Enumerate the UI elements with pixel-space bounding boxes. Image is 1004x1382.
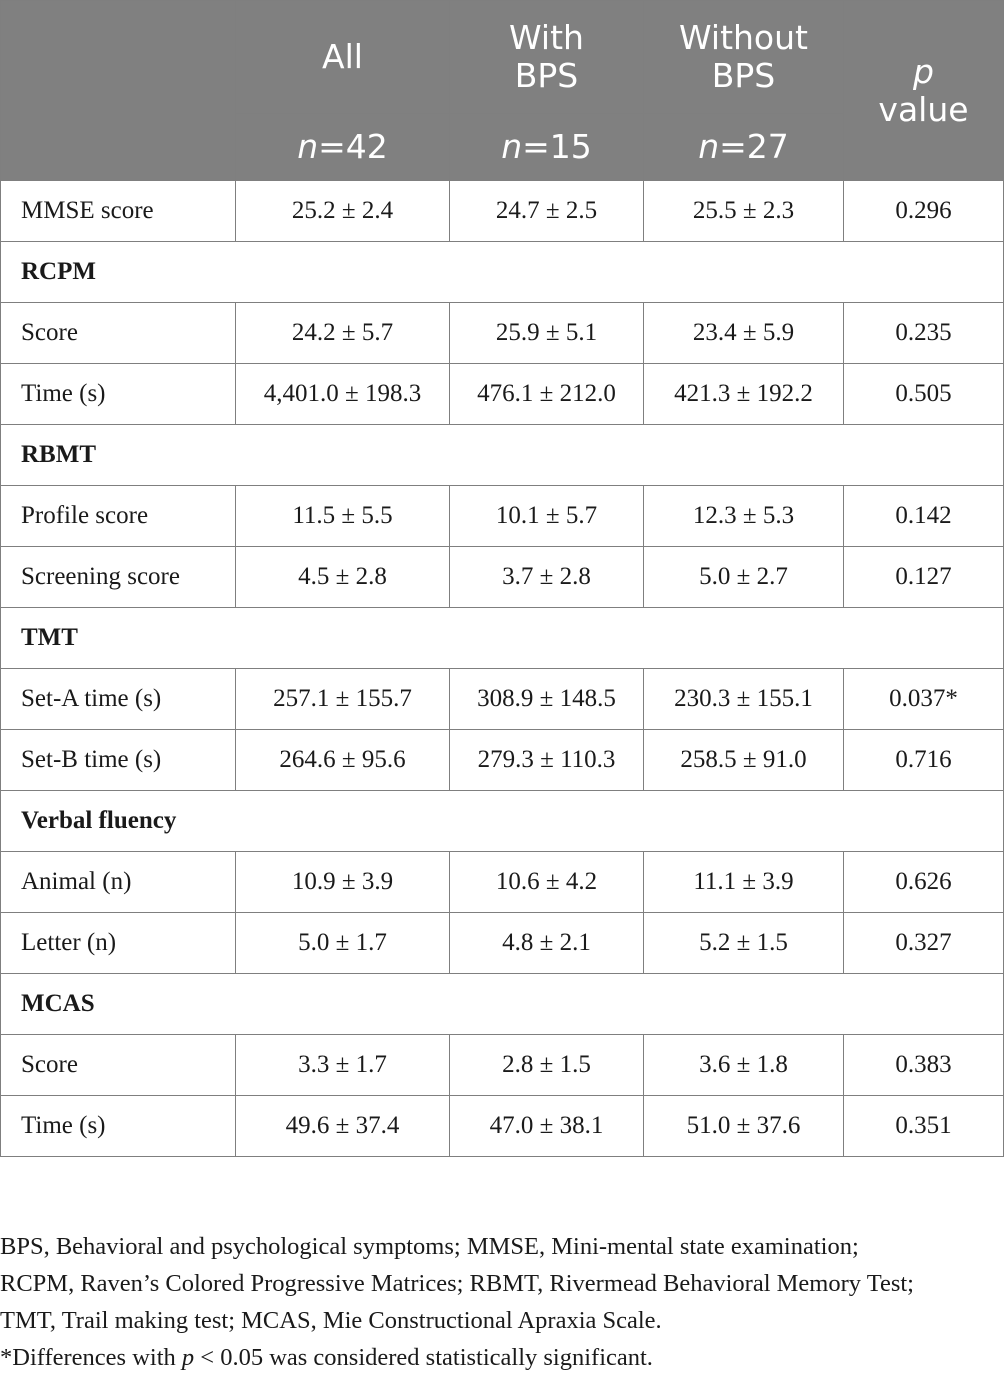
cell-all: 25.2 ± 2.4 (236, 181, 450, 242)
row-label: Set-A time (s) (1, 669, 236, 730)
cell-with-bps: 10.6 ± 4.2 (450, 852, 644, 913)
cell-all: 5.0 ± 1.7 (236, 913, 450, 974)
cell-with-bps: 4.8 ± 2.1 (450, 913, 644, 974)
row-label: Time (s) (1, 1096, 236, 1157)
cell-without-bps: 5.0 ± 2.7 (644, 547, 844, 608)
cell-with-bps: 279.3 ± 110.3 (450, 730, 644, 791)
section-row (1, 425, 1004, 486)
cell-all: 11.5 ± 5.5 (236, 486, 450, 547)
row-label: Score (1, 303, 236, 364)
cell-without-bps: 230.3 ± 155.1 (644, 669, 844, 730)
footnote-significance: *Differences with p < 0.05 was considered statistically significant. (0, 1344, 653, 1371)
cell-without-bps: 12.3 ± 5.3 (644, 486, 844, 547)
section-row (1, 791, 1004, 852)
cell-without-bps: 421.3 ± 192.2 (644, 364, 844, 425)
table-row (1, 364, 1004, 425)
cell-with-bps: 24.7 ± 2.5 (450, 181, 644, 242)
cell-p-value: 0.716 (844, 730, 1004, 791)
section-row (1, 608, 1004, 669)
cell-with-bps: 47.0 ± 38.1 (450, 1096, 644, 1157)
table-row (1, 303, 1004, 364)
header-with-bps: With BPS (450, 1, 644, 114)
cell-p-value: 0.142 (844, 486, 1004, 547)
section-label: MCAS (1, 974, 1004, 1035)
section-label: Verbal fluency (1, 791, 1004, 852)
row-label: Time (s) (1, 364, 236, 425)
cell-without-bps: 11.1 ± 3.9 (644, 852, 844, 913)
table-row (1, 1096, 1004, 1157)
cell-p-value: 0.235 (844, 303, 1004, 364)
cell-p-value: 0.037* (844, 669, 1004, 730)
cell-all: 10.9 ± 3.9 (236, 852, 450, 913)
table-row (1, 1035, 1004, 1096)
header-n-without: n=27 (644, 114, 844, 181)
header-n-with: n=15 (450, 114, 644, 181)
header-blank-cell (1, 1, 236, 181)
table-row (1, 669, 1004, 730)
header-without-bps: Without BPS (644, 1, 844, 114)
section-row (1, 242, 1004, 303)
row-label: MMSE score (1, 181, 236, 242)
cell-all: 257.1 ± 155.7 (236, 669, 450, 730)
row-label: Set-B time (s) (1, 730, 236, 791)
cell-all: 264.6 ± 95.6 (236, 730, 450, 791)
cell-with-bps: 476.1 ± 212.0 (450, 364, 644, 425)
cell-all: 3.3 ± 1.7 (236, 1035, 450, 1096)
cell-with-bps: 10.1 ± 5.7 (450, 486, 644, 547)
header-all: All (236, 1, 450, 114)
row-label: Letter (n) (1, 913, 236, 974)
footnote-abbreviations-line-3: TMT, Trail making test; MCAS, Mie Constructional Apraxia Scale. (0, 1307, 662, 1334)
cell-p-value: 0.626 (844, 852, 1004, 913)
cell-with-bps: 2.8 ± 1.5 (450, 1035, 644, 1096)
footnote-abbreviations-line-1: BPS, Behavioral and psychological symptoms; MMSE, Mini-mental state examination; (0, 1233, 859, 1260)
section-label: RCPM (1, 242, 1004, 303)
row-label: Score (1, 1035, 236, 1096)
cell-all: 24.2 ± 5.7 (236, 303, 450, 364)
footnote-abbreviations-line-2: RCPM, Raven’s Colored Progressive Matrices; RBMT, Rivermead Behavioral Memory Test; (0, 1270, 914, 1297)
cell-p-value: 0.505 (844, 364, 1004, 425)
row-label: Animal (n) (1, 852, 236, 913)
row-label: Screening score (1, 547, 236, 608)
cell-with-bps: 25.9 ± 5.1 (450, 303, 644, 364)
row-label: Profile score (1, 486, 236, 547)
table-row (1, 547, 1004, 608)
table-row (1, 486, 1004, 547)
cell-p-value: 0.351 (844, 1096, 1004, 1157)
cell-p-value: 0.127 (844, 547, 1004, 608)
cell-p-value: 0.327 (844, 913, 1004, 974)
cell-all: 4.5 ± 2.8 (236, 547, 450, 608)
cell-p-value: 0.383 (844, 1035, 1004, 1096)
section-row (1, 974, 1004, 1035)
cell-all: 4,401.0 ± 198.3 (236, 364, 450, 425)
cell-all: 49.6 ± 37.4 (236, 1096, 450, 1157)
table-footnote (0, 1228, 1000, 1376)
cell-without-bps: 23.4 ± 5.9 (644, 303, 844, 364)
table-header (1, 1, 1004, 181)
cell-without-bps: 51.0 ± 37.6 (644, 1096, 844, 1157)
cell-with-bps: 3.7 ± 2.8 (450, 547, 644, 608)
table-row (1, 181, 1004, 242)
table-row (1, 730, 1004, 791)
table-row (1, 852, 1004, 913)
cell-without-bps: 258.5 ± 91.0 (644, 730, 844, 791)
cell-without-bps: 5.2 ± 1.5 (644, 913, 844, 974)
cell-with-bps: 308.9 ± 148.5 (450, 669, 644, 730)
header-p-value: p value (844, 1, 1004, 181)
header-n-all: n=42 (236, 114, 450, 181)
table-row (1, 913, 1004, 974)
section-label: TMT (1, 608, 1004, 669)
section-label: RBMT (1, 425, 1004, 486)
table-body (1, 181, 1004, 1157)
cell-without-bps: 3.6 ± 1.8 (644, 1035, 844, 1096)
cell-without-bps: 25.5 ± 2.3 (644, 181, 844, 242)
cell-p-value: 0.296 (844, 181, 1004, 242)
